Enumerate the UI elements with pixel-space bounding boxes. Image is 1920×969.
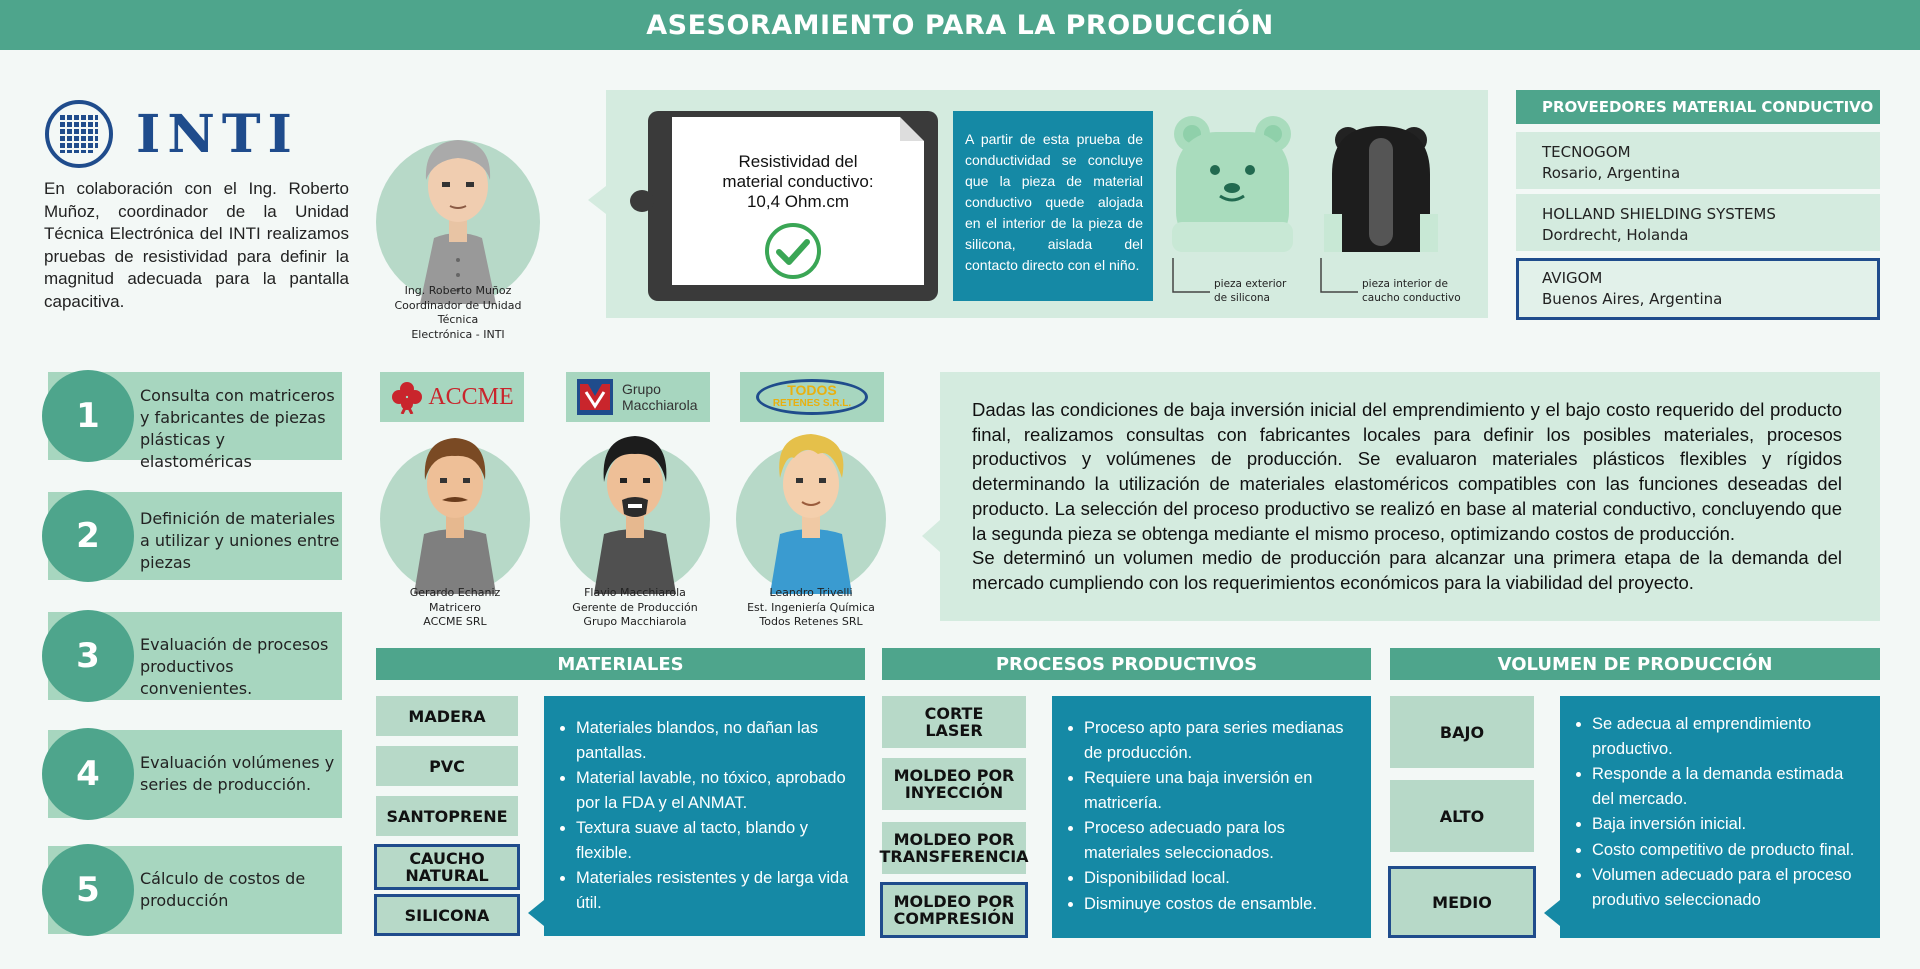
todos-logo-line2: RETENES S.R.L. xyxy=(772,398,852,409)
summary-paragraph-2: Se determinó un volumen medio de producción para alcanzar una primera etapa de la demanda del mercado cumpliendo con los requerimientos económicos para la viabilidad del proyecto. xyxy=(972,547,1842,593)
step-5-text: Cálculo de costos de producción xyxy=(140,869,306,910)
bear-outer-piece-icon xyxy=(1170,112,1295,252)
step-2-number: 2 xyxy=(42,490,134,582)
process-option-line2: LASER xyxy=(925,721,983,740)
contact-company: Todos Retenes SRL xyxy=(759,615,863,628)
materials-pointer xyxy=(528,900,544,926)
contact-name: Gerardo Echaniz xyxy=(409,586,501,599)
volume-bullet: • Responde a la demanda estimada del mercado. xyxy=(1592,762,1864,811)
macchiarola-logo-line1: Grupo xyxy=(622,381,661,397)
todos-logo-line1: TODOS xyxy=(787,382,837,398)
coordinator-avatar-illustration xyxy=(376,110,540,304)
step-3-number: 3 xyxy=(42,610,134,702)
contact-name: Flavio Macchiarola xyxy=(584,586,686,599)
provider-item xyxy=(1516,194,1880,251)
material-option-selected: SILICONA xyxy=(374,894,520,936)
volume-bullets xyxy=(1560,696,1880,938)
intro-text: En colaboración con el Ing. Roberto Muñoz, coordinador de la Unidad Técnica Electrónica del INTI realizamos pruebas de resistividad para definir la magnitud adecuada para la pantalla capacitiva. xyxy=(44,179,349,311)
volume-bullet: • Baja inversión inicial. xyxy=(1592,812,1864,837)
material-bullet: • Textura suave al tacto, blando y flexible. xyxy=(576,816,849,865)
contact-company: ACCME SRL xyxy=(423,615,487,628)
speech-pointer xyxy=(588,186,606,214)
inner-piece-leader-line xyxy=(1320,258,1360,294)
provider-location: Rosario, Argentina xyxy=(1542,164,1681,182)
summary-text xyxy=(940,372,1880,621)
provider-item xyxy=(1516,132,1880,189)
coordinator-name: Ing. Roberto Muñoz xyxy=(404,284,512,297)
test-result-text xyxy=(672,152,924,212)
volume-bullet: • Volumen adecuado para el proceso produtivo seleccionado xyxy=(1592,863,1864,912)
material-option: SANTOPRENE xyxy=(376,796,518,836)
accme-flower-icon xyxy=(390,380,424,414)
providers-title: PROVEEDORES MATERIAL CONDUCTIVO xyxy=(1516,90,1880,124)
summary-paragraph-1: Dadas las condiciones de baja inversión inicial del emprendimiento y el bajo costo requerido del producto final, realizamos consultas con fabricantes locales para definir los posibles materiales, procesos productivos y volúmenes de producción. Se evaluaron materiales plásticos flexibles y rígidos determinando la utilización de materiales elastoméricos compatibles con las funciones deseadas del producto. La selección del proceso productivo se realizó en base al material conductivo, concluyendo que la segunda pieza se obtenga mediante el mismo proceso, optimizando costos de producción. xyxy=(972,399,1842,544)
provider-location: Buenos Aires, Argentina xyxy=(1542,290,1723,308)
contact-caption-gerardo xyxy=(380,586,530,630)
outer-piece-label xyxy=(1214,277,1286,305)
outer-piece-leader-line xyxy=(1172,258,1212,294)
volume-title: VOLUMEN DE PRODUCCIÓN xyxy=(1390,648,1880,680)
contact-illustration-gerardo xyxy=(380,414,530,594)
step-4-number: 4 xyxy=(42,728,134,820)
processes-bullets xyxy=(1052,696,1371,938)
test-value: 10,4 Ohm.cm xyxy=(746,192,850,211)
contact-role: Matricero xyxy=(429,600,481,614)
step-2-text: Definición de materiales a utilizar y uniones entre piezas xyxy=(140,509,340,572)
contact-caption-leandro xyxy=(736,586,886,630)
test-title-line2: material conductivo: xyxy=(722,172,874,191)
process-option-selected xyxy=(880,882,1028,938)
inner-piece-label-line2: caucho conductivo xyxy=(1362,292,1461,304)
volume-option: ALTO xyxy=(1390,780,1534,852)
macchiarola-logo-line2: Macchiarola xyxy=(622,397,698,413)
provider-name: AVIGOM xyxy=(1542,269,1603,287)
volume-pointer xyxy=(1544,900,1560,926)
step-3-text: Evaluación de procesos productivos convenientes. xyxy=(140,635,329,698)
material-bullet: • Materiales resistentes y de larga vida útil. xyxy=(576,866,849,915)
contact-role: Est. Ingeniería Química xyxy=(747,600,875,614)
contact-role: Gerente de Producción xyxy=(572,600,698,614)
inner-conductive-piece-icon xyxy=(1322,114,1440,254)
process-bullet: • Proceso apto para series medianas de producción. xyxy=(1084,716,1355,765)
materials-bullets xyxy=(544,696,865,936)
macchiarola-emblem-icon xyxy=(576,378,614,416)
page-title: ASESORAMIENTO PARA LA PRODUCCIÓN xyxy=(0,0,1920,50)
contact-name: Leandro Trivelli xyxy=(769,586,853,599)
contact-company: Grupo Macchiarola xyxy=(583,615,687,628)
inner-piece-label xyxy=(1362,277,1461,305)
material-bullet: • Material lavable, no tóxico, aprobado por la FDA y el ANMAT. xyxy=(576,766,849,815)
process-bullet: • Disponibilidad local. xyxy=(1084,866,1355,891)
step-5-number: 5 xyxy=(42,844,134,936)
accme-logo-text: ACCME xyxy=(428,383,514,410)
outer-piece-label-line1: pieza exterior xyxy=(1214,278,1287,290)
step-4-text: Evaluación volúmenes y series de producción. xyxy=(140,753,335,794)
coordinator-unit: Electrónica - INTI xyxy=(411,327,505,341)
process-option-line2: INYECCIÓN xyxy=(904,783,1004,802)
test-conclusion: A partir de esta prueba de conductividad se concluye que la pieza de material conductivo quede alojada en el interior de la pieza de silicona, aislada del contacto directo con el niño. xyxy=(953,111,1153,301)
material-option: MADERA xyxy=(376,696,518,736)
process-option-line1: MOLDEO POR xyxy=(893,892,1015,911)
check-circle-icon xyxy=(763,221,823,281)
inti-logo xyxy=(44,99,299,169)
process-option xyxy=(882,758,1026,810)
inti-logo-text: INTI xyxy=(136,103,299,165)
contact-caption-flavio xyxy=(560,586,710,630)
test-title-line1: Resistividad del xyxy=(738,152,858,171)
step-1-number: 1 xyxy=(42,370,134,462)
volume-bullet: • Se adecua al emprendimiento productivo. xyxy=(1592,712,1864,761)
coordinator-caption xyxy=(376,284,540,342)
step-1-text: Consulta con matriceros y fabricantes de piezas plásticas y elastoméricas xyxy=(140,386,335,471)
material-bullet: • Materiales blandos, no dañan las pantallas. xyxy=(576,716,849,765)
tablet-clip xyxy=(630,190,654,212)
provider-location: Dordrecht, Holanda xyxy=(1542,226,1689,244)
process-option xyxy=(879,822,1029,874)
material-option-selected: CAUCHO NATURAL xyxy=(374,844,520,890)
material-option: PVC xyxy=(376,746,518,786)
volume-option-selected: MEDIO xyxy=(1388,866,1536,938)
process-bullet: • Requiere una baja inversión en matricería. xyxy=(1084,766,1355,815)
provider-name: TECNOGOM xyxy=(1542,143,1631,161)
summary-pointer xyxy=(922,520,940,552)
process-option xyxy=(882,696,1026,748)
provider-item-selected xyxy=(1516,258,1880,320)
process-option-line1: CORTE xyxy=(924,704,984,723)
contact-illustration-flavio xyxy=(560,414,710,594)
processes-title: PROCESOS PRODUCTIVOS xyxy=(882,648,1371,680)
inti-emblem-icon xyxy=(44,99,114,169)
process-option-line1: MOLDEO POR xyxy=(893,766,1015,785)
inner-piece-label-line1: pieza interior de xyxy=(1362,278,1448,290)
process-bullet: • Proceso adecuado para los materiales seleccionados. xyxy=(1084,816,1355,865)
process-option-line2: TRANSFERENCIA xyxy=(879,847,1029,866)
provider-name: HOLLAND SHIELDING SYSTEMS xyxy=(1542,205,1776,223)
coordinator-role: Coordinador de Unidad Técnica xyxy=(394,298,522,326)
paper-fold-icon xyxy=(900,117,924,141)
process-option-line2: COMPRESIÓN xyxy=(893,909,1015,928)
outer-piece-label-line2: de silicona xyxy=(1214,292,1270,304)
contact-illustration-leandro xyxy=(736,414,886,594)
volume-bullet: • Costo competitivo de producto final. xyxy=(1592,838,1864,863)
process-bullet: • Disminuye costos de ensamble. xyxy=(1084,892,1355,917)
materials-title: MATERIALES xyxy=(376,648,865,680)
process-option-line1: MOLDEO POR xyxy=(893,830,1015,849)
volume-option: BAJO xyxy=(1390,696,1534,768)
